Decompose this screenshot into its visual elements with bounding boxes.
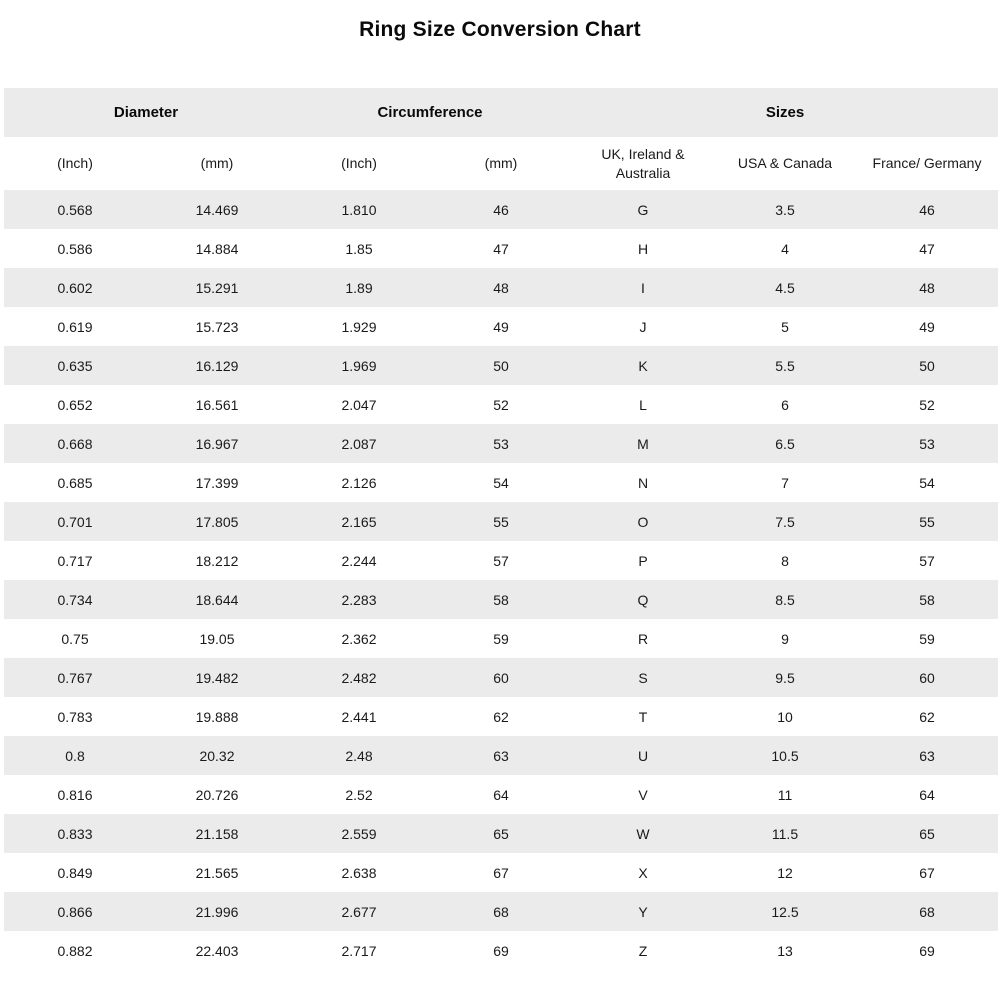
table-cell: 21.996 bbox=[195, 903, 239, 920]
group-header-sizes: Sizes bbox=[572, 88, 998, 137]
table-cell: 62 bbox=[919, 708, 935, 725]
table-cell: 0.767 bbox=[57, 669, 93, 686]
table-cell: 2.362 bbox=[341, 630, 377, 647]
table-cell: S bbox=[638, 669, 648, 686]
column-header-label: UK, Ireland & Australia bbox=[601, 146, 685, 181]
table-row bbox=[4, 346, 998, 385]
table-cell: M bbox=[637, 435, 649, 452]
table-cell: W bbox=[636, 825, 650, 842]
table-cell: 2.52 bbox=[345, 786, 373, 803]
column-header-row bbox=[4, 137, 998, 190]
table-cell: 0.734 bbox=[57, 591, 93, 608]
column-header-label: (Inch) bbox=[57, 155, 93, 172]
table-cell: 0.586 bbox=[57, 240, 93, 257]
table-cell: 47 bbox=[919, 240, 935, 257]
table-cell: 0.602 bbox=[57, 279, 93, 296]
table-cell: 64 bbox=[493, 786, 509, 803]
table-cell: 2.047 bbox=[341, 396, 377, 413]
table-row bbox=[4, 307, 998, 346]
table-row bbox=[4, 268, 998, 307]
table-row bbox=[4, 580, 998, 619]
table-cell: 2.165 bbox=[341, 513, 377, 530]
column-header-inch bbox=[288, 137, 430, 190]
table-cell: 49 bbox=[493, 318, 509, 335]
table-cell: 0.8 bbox=[65, 747, 85, 764]
table-cell: 21.158 bbox=[195, 825, 239, 842]
table-cell: 69 bbox=[919, 942, 935, 959]
table-cell: 2.677 bbox=[341, 903, 377, 920]
table-cell: 58 bbox=[493, 591, 509, 608]
table-cell: 7 bbox=[781, 474, 789, 491]
table-row bbox=[4, 931, 998, 970]
table-cell: 0.668 bbox=[57, 435, 93, 452]
table-cell: 0.619 bbox=[57, 318, 93, 335]
column-header-mm bbox=[146, 137, 288, 190]
table-cell: P bbox=[638, 552, 648, 569]
table-cell: 59 bbox=[919, 630, 935, 647]
table-row bbox=[4, 190, 998, 229]
table-cell: G bbox=[637, 201, 649, 218]
column-header-france-germany bbox=[856, 137, 998, 190]
table-cell: 12 bbox=[777, 864, 793, 881]
table-cell: 48 bbox=[919, 279, 935, 296]
table-cell: 11.5 bbox=[771, 825, 799, 842]
table-row bbox=[4, 814, 998, 853]
table-cell: 0.866 bbox=[57, 903, 93, 920]
table-cell: 65 bbox=[493, 825, 509, 842]
table-cell: I bbox=[641, 279, 645, 296]
table-row bbox=[4, 502, 998, 541]
table-cell: 2.638 bbox=[341, 864, 377, 881]
table-cell: 15.723 bbox=[195, 318, 239, 335]
table-cell: 9.5 bbox=[775, 669, 795, 686]
table-row bbox=[4, 229, 998, 268]
table-cell: Q bbox=[637, 591, 649, 608]
table-cell: 55 bbox=[919, 513, 935, 530]
table-cell: 46 bbox=[493, 201, 509, 218]
table-cell: L bbox=[639, 396, 647, 413]
table-cell: 55 bbox=[493, 513, 509, 530]
table-cell: 10.5 bbox=[771, 747, 799, 764]
table-cell: 68 bbox=[493, 903, 509, 920]
table-cell: 14.469 bbox=[195, 201, 239, 218]
column-header-label: France/ Germany bbox=[872, 155, 982, 172]
table-cell: 60 bbox=[493, 669, 509, 686]
table-row bbox=[4, 385, 998, 424]
table-cell: 57 bbox=[493, 552, 509, 569]
table-cell: 57 bbox=[919, 552, 935, 569]
table-row bbox=[4, 619, 998, 658]
table-row bbox=[4, 463, 998, 502]
table-row bbox=[4, 424, 998, 463]
table-cell: 2.283 bbox=[341, 591, 377, 608]
table-cell: N bbox=[637, 474, 649, 491]
table-cell: 0.849 bbox=[57, 864, 93, 881]
table-cell: 2.717 bbox=[341, 942, 377, 959]
table-cell: 5.5 bbox=[775, 357, 795, 374]
table-cell: Y bbox=[638, 903, 648, 920]
table-cell: 5 bbox=[781, 318, 789, 335]
table-cell: 46 bbox=[919, 201, 935, 218]
table-row bbox=[4, 658, 998, 697]
table-cell: 0.685 bbox=[57, 474, 93, 491]
table-cell: R bbox=[637, 630, 649, 647]
table-cell: 4 bbox=[781, 240, 789, 257]
table-cell: 1.810 bbox=[341, 201, 377, 218]
table-cell: 9 bbox=[781, 630, 789, 647]
table-cell: 53 bbox=[919, 435, 935, 452]
table-cell: 4.5 bbox=[775, 279, 795, 296]
table-cell: 52 bbox=[919, 396, 935, 413]
table-cell: 3.5 bbox=[775, 201, 795, 218]
table-cell: 60 bbox=[919, 669, 935, 686]
table-cell: 19.482 bbox=[195, 669, 239, 686]
table-cell: 64 bbox=[919, 786, 935, 803]
table-cell: 19.888 bbox=[195, 708, 239, 725]
column-header-mm bbox=[430, 137, 572, 190]
column-header-label: (mm) bbox=[484, 155, 518, 172]
table-cell: 2.244 bbox=[341, 552, 377, 569]
column-header-label: (Inch) bbox=[341, 155, 377, 172]
table-cell: H bbox=[637, 240, 649, 257]
table-cell: 1.89 bbox=[345, 279, 373, 296]
table-cell: 53 bbox=[493, 435, 509, 452]
table-cell: 11 bbox=[777, 786, 793, 803]
table-cell: 54 bbox=[919, 474, 935, 491]
table-cell: 2.087 bbox=[341, 435, 377, 452]
table-cell: O bbox=[637, 513, 649, 530]
table-cell: V bbox=[638, 786, 648, 803]
table-body bbox=[4, 190, 998, 970]
table-cell: 20.32 bbox=[199, 747, 235, 764]
table-cell: 0.568 bbox=[57, 201, 93, 218]
table-cell: 67 bbox=[493, 864, 509, 881]
table-cell: 63 bbox=[493, 747, 509, 764]
table-cell: T bbox=[638, 708, 648, 725]
table-cell: 21.565 bbox=[195, 864, 239, 881]
table-cell: 0.701 bbox=[57, 513, 93, 530]
table-row bbox=[4, 892, 998, 931]
table-cell: 1.929 bbox=[341, 318, 377, 335]
table-cell: 8.5 bbox=[775, 591, 795, 608]
column-header-label: USA & Canada bbox=[737, 155, 833, 172]
column-header-inch bbox=[4, 137, 146, 190]
table-cell: 54 bbox=[493, 474, 509, 491]
table-cell: K bbox=[638, 357, 648, 374]
table-cell: 0.635 bbox=[57, 357, 93, 374]
table-cell: 19.05 bbox=[199, 630, 235, 647]
table-cell: 1.969 bbox=[341, 357, 377, 374]
table-cell: 0.717 bbox=[57, 552, 93, 569]
table-cell: 2.48 bbox=[345, 747, 373, 764]
page-title: Ring Size Conversion Chart bbox=[359, 18, 641, 41]
table-cell: 20.726 bbox=[195, 786, 239, 803]
table-cell: 48 bbox=[493, 279, 509, 296]
column-header-uk-ireland-australia bbox=[572, 137, 714, 190]
table-cell: 0.652 bbox=[57, 396, 93, 413]
table-cell: 2.126 bbox=[341, 474, 377, 491]
table-cell: 22.403 bbox=[195, 942, 239, 959]
group-header-diameter: Diameter bbox=[4, 88, 288, 137]
table-cell: 0.833 bbox=[57, 825, 93, 842]
table-cell: 0.816 bbox=[57, 786, 93, 803]
table-cell: 16.561 bbox=[195, 396, 239, 413]
table-cell: 14.884 bbox=[195, 240, 239, 257]
table-cell: 16.967 bbox=[195, 435, 239, 452]
table-row bbox=[4, 736, 998, 775]
table-cell: 18.644 bbox=[195, 591, 239, 608]
table-cell: 2.559 bbox=[341, 825, 377, 842]
table-cell: 2.482 bbox=[341, 669, 377, 686]
table-row bbox=[4, 697, 998, 736]
table-cell: X bbox=[638, 864, 648, 881]
table-cell: J bbox=[639, 318, 647, 335]
table-cell: 7.5 bbox=[775, 513, 795, 530]
table-cell: 6.5 bbox=[775, 435, 795, 452]
column-header-label: (mm) bbox=[200, 155, 234, 172]
column-header-usa-canada bbox=[714, 137, 856, 190]
table-cell: 6 bbox=[781, 396, 789, 413]
table-cell: 52 bbox=[493, 396, 509, 413]
group-header-row bbox=[4, 88, 998, 137]
table-cell: 18.212 bbox=[195, 552, 239, 569]
table-cell: 59 bbox=[493, 630, 509, 647]
table-row bbox=[4, 541, 998, 580]
table-cell: U bbox=[637, 747, 649, 764]
table-cell: 50 bbox=[919, 357, 935, 374]
table-header bbox=[4, 88, 998, 190]
table-cell: 0.75 bbox=[61, 630, 89, 647]
table-cell: 65 bbox=[919, 825, 935, 842]
table-cell: Z bbox=[638, 942, 648, 959]
table-cell: 16.129 bbox=[195, 357, 239, 374]
table-cell: 0.783 bbox=[57, 708, 93, 725]
table-cell: 13 bbox=[777, 942, 793, 959]
table-cell: 68 bbox=[919, 903, 935, 920]
table-cell: 49 bbox=[919, 318, 935, 335]
table-row bbox=[4, 775, 998, 814]
table-cell: 67 bbox=[919, 864, 935, 881]
table-cell: 8 bbox=[781, 552, 789, 569]
table-cell: 0.882 bbox=[57, 942, 93, 959]
table-cell: 50 bbox=[493, 357, 509, 374]
table-cell: 1.85 bbox=[345, 240, 373, 257]
table-cell: 58 bbox=[919, 591, 935, 608]
table-cell: 15.291 bbox=[195, 279, 239, 296]
table-row bbox=[4, 853, 998, 892]
table-cell: 17.399 bbox=[195, 474, 239, 491]
table-cell: 47 bbox=[493, 240, 509, 257]
table-cell: 2.441 bbox=[341, 708, 377, 725]
group-header-circumference: Circumference bbox=[288, 88, 572, 137]
table-cell: 62 bbox=[493, 708, 509, 725]
table-cell: 69 bbox=[493, 942, 509, 959]
table-cell: 17.805 bbox=[195, 513, 239, 530]
table-cell: 63 bbox=[919, 747, 935, 764]
table-cell: 12.5 bbox=[771, 903, 799, 920]
ring-size-conversion-table bbox=[4, 88, 998, 970]
table-cell: 10 bbox=[777, 708, 793, 725]
